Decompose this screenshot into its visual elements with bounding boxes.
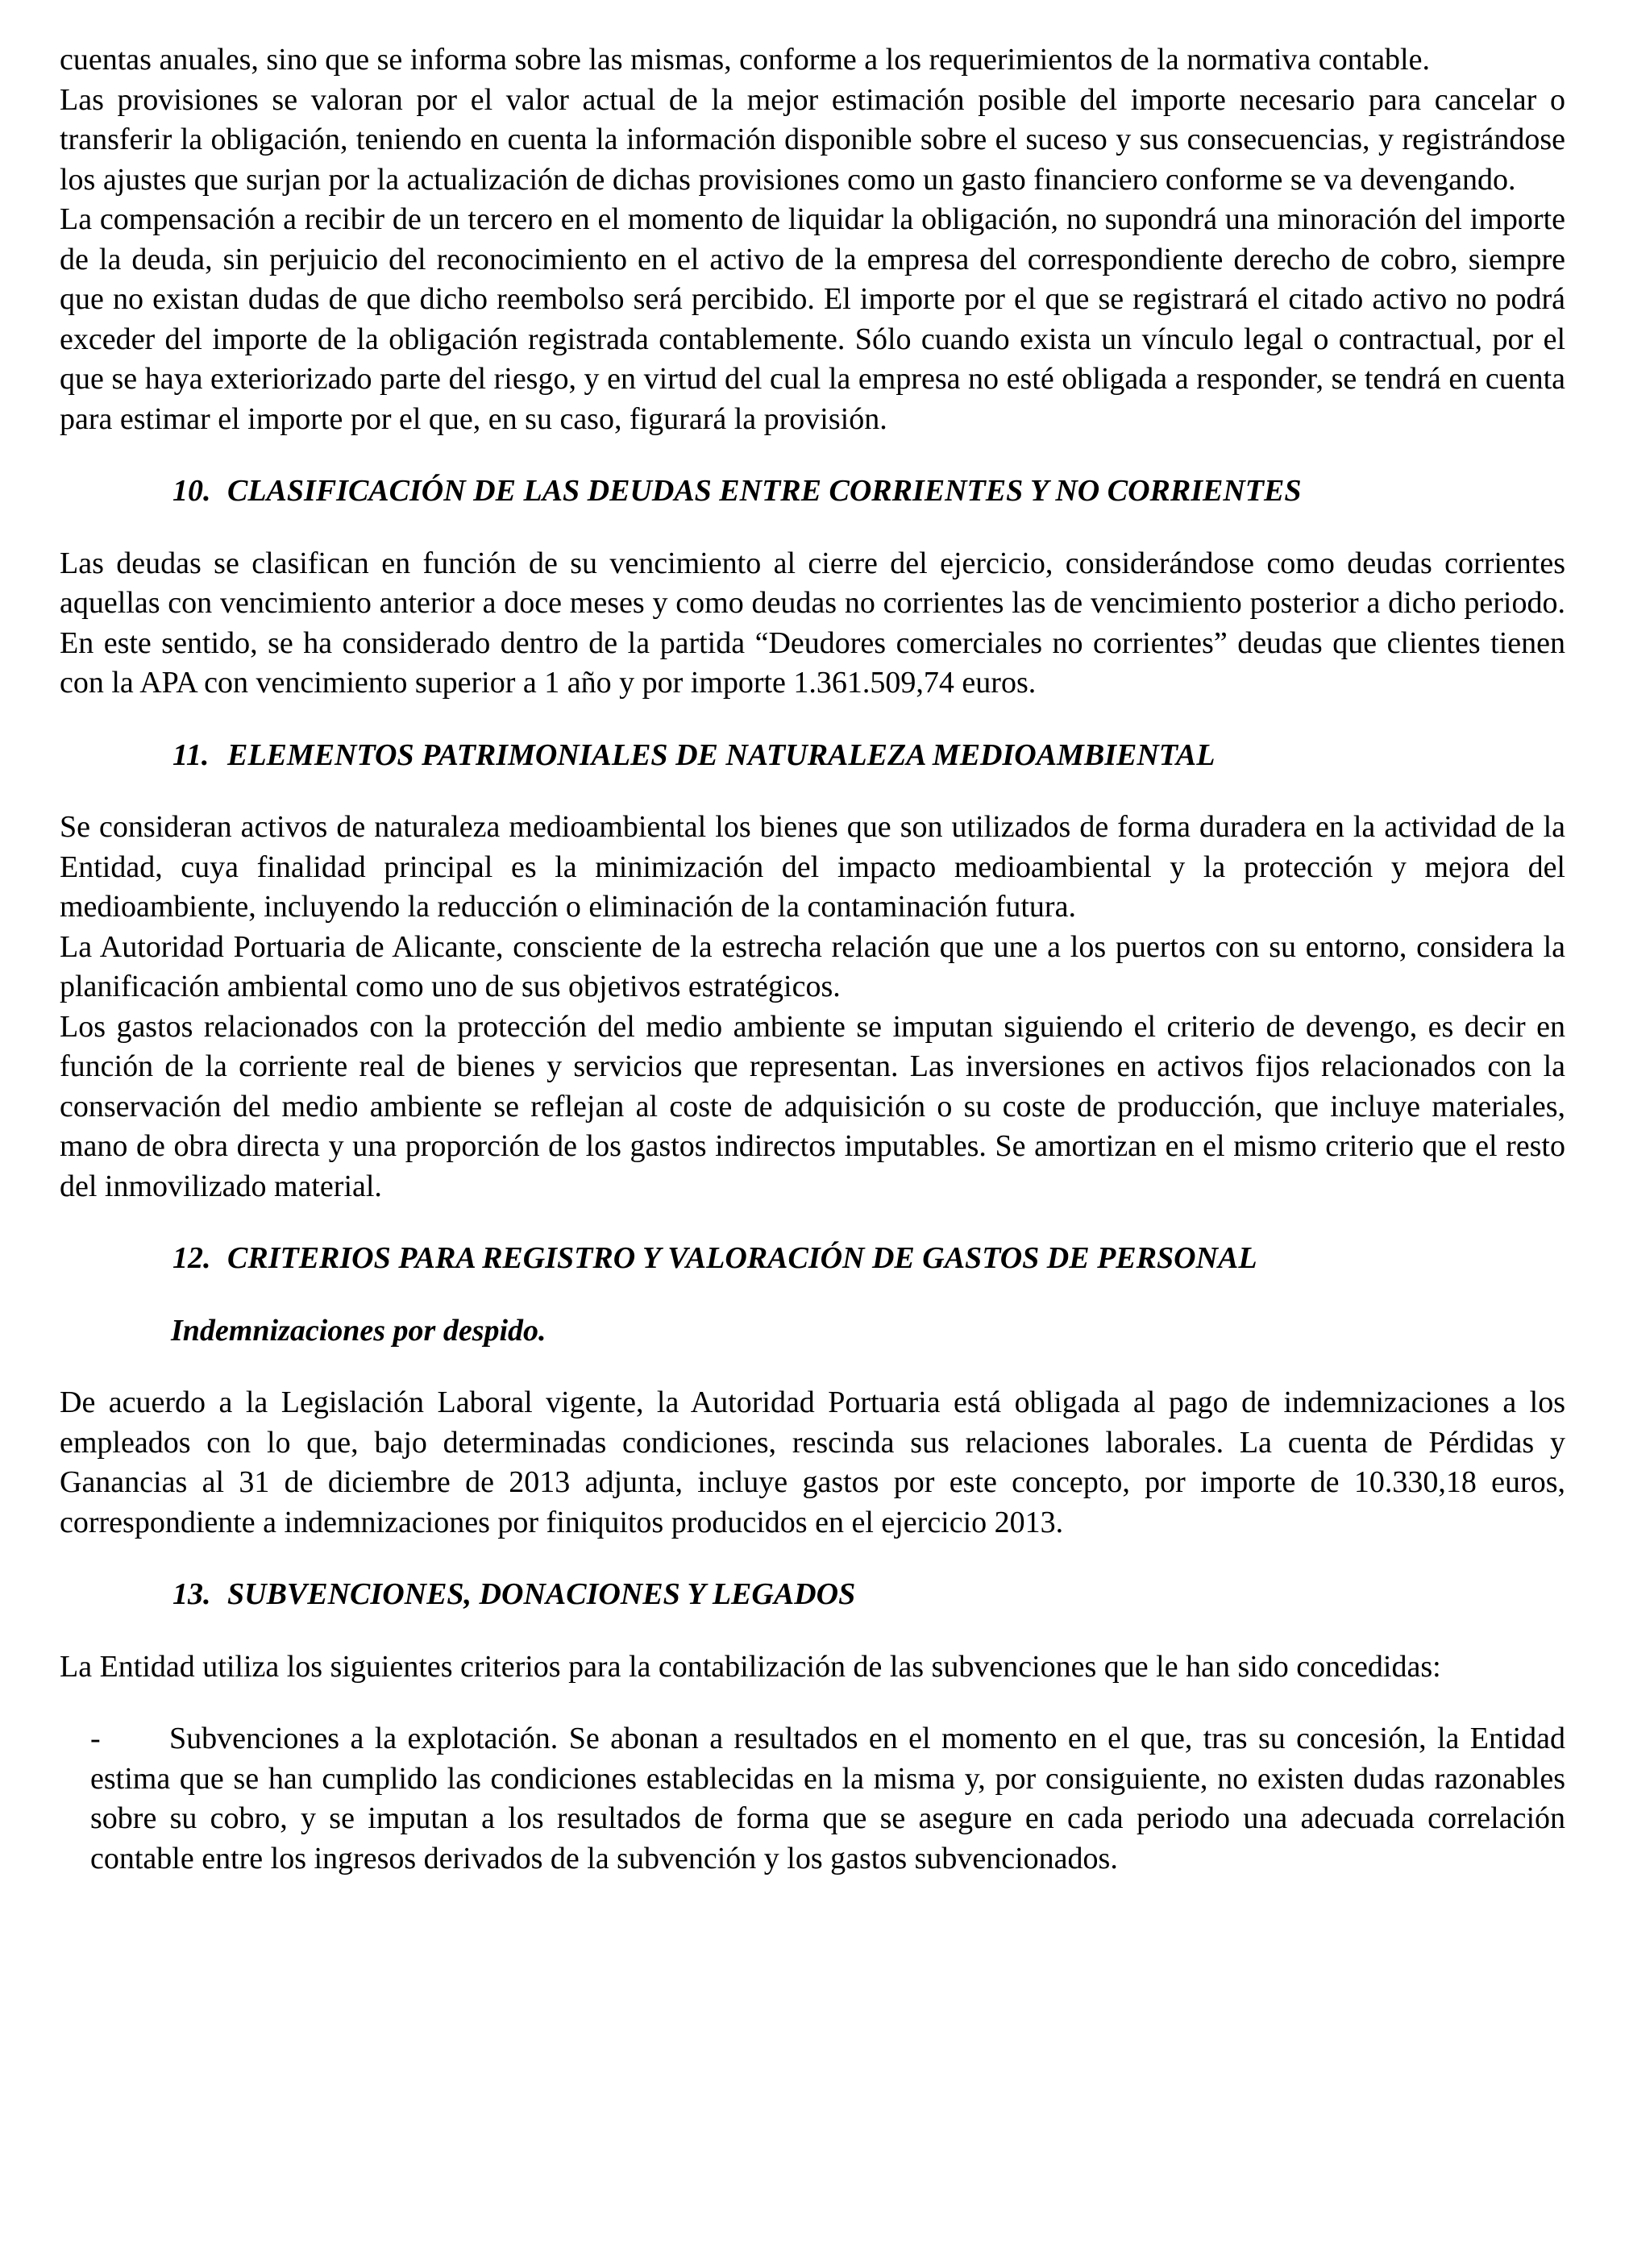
section-10-title: CLASIFICACIÓN DE LAS DEUDAS ENTRE CORRIENTES Y NO CORRIENTES	[227, 474, 1302, 508]
bullet-subvenciones-explotacion	[60, 1719, 1565, 1879]
paragraph-activos-medioambientales: Se consideran activos de naturaleza medioambiental los bienes que son utilizados de forma duradera en la actividad de la Entidad, cuya finalidad principal es la minimización del impacto medioambiental y la protección y mejora del medioambiente, incluyendo la reducción o eliminación de la contaminación futura.	[60, 810, 1565, 924]
paragraph-indemnizaciones: De acuerdo a la Legislación Laboral vigente, la Autoridad Portuaria está obligada al pago de indemnizaciones a los empleados con lo que, bajo determinadas condiciones, rescinda sus relaciones laborales. La cuenta de Pérdidas y Ganancias al 31 de diciembre de 2013 adjunta, incluye gastos por este concepto, por importe de 10.330,18 euros, correspondiente a indemnizaciones por finiquitos producidos en el ejercicio 2013.	[60, 1385, 1565, 1539]
section-12-title: CRITERIOS PARA REGISTRO Y VALORACIÓN DE GASTOS DE PERSONAL	[227, 1241, 1257, 1275]
bullet-dash: -	[90, 1722, 101, 1755]
section-12-heading	[60, 1239, 1565, 1279]
section-11-heading	[60, 736, 1565, 776]
section-13-number: 13.	[172, 1577, 211, 1611]
section-11-title: ELEMENTOS PATRIMONIALES DE NATURALEZA MEDIOAMBIENTAL	[227, 737, 1216, 772]
paragraph-compensacion-tercero: La compensación a recibir de un tercero en el momento de liquidar la obligación, no supondrá una minoración del importe de la deuda, sin perjuicio del reconocimiento en el activo de la empresa del correspondiente derecho de cobro, siempre que no existan dudas de que dicho reembolso será percibido. El importe por el que se registrará el citado activo no podrá exceder del importe de la obligación registrada contablemente. Sólo cuando exista un vínculo legal o contractual, por el que se haya exteriorizado parte del riesgo, y en virtud del cual la empresa no esté obligada a responder, se tendrá en cuenta para estimar el importe por el que, en su caso, figurará la provisión.	[60, 202, 1565, 436]
section-13-title: SUBVENCIONES, DONACIONES Y LEGADOS	[227, 1577, 856, 1611]
paragraph-normativa: cuentas anuales, sino que se informa sobre las mismas, conforme a los requerimientos de la normativa contable.	[60, 43, 1430, 77]
section-12-number: 12.	[172, 1241, 211, 1275]
document-page	[60, 40, 1565, 1879]
section-10-number: 10.	[172, 474, 211, 508]
section-10-heading	[60, 471, 1565, 512]
bullet-text: Subvenciones a la explotación. Se abonan a resultados en el momento en el que, tras su concesión, la Entidad estima que se han cumplido las condiciones establecidas en la misma y, por consiguiente, no existen dudas razonables sobre su cobro, y se imputan a los resultados de forma que se asegure en cada periodo una adecuada correlación contable entre los ingresos derivados de la subvención y los gastos subvencionados.	[90, 1722, 1565, 1875]
paragraph-provisiones-valoracion: Las provisiones se valoran por el valor actual de la mejor estimación posible del importe necesario para cancelar o transferir la obligación, teniendo en cuenta la información disponible sobre el suceso y sus consecuencias, y registrándose los ajustes que surjan por la actualización de dichas provisiones como un gasto financiero conforme se va devengando.	[60, 82, 1565, 197]
section-12-subtitle: Indemnizaciones por despido.	[171, 1313, 546, 1348]
section-11-number: 11.	[172, 737, 210, 772]
paragraph-deudas-clasificacion: Las deudas se clasifican en función de su vencimiento al cierre del ejercicio, considerándose como deudas corrientes aquellas con vencimiento anterior a doce meses y como deudas no corrientes las de vencimiento posterior a dicho periodo. En este sentido, se ha considerado dentro de la partida “Deudores comerciales no corrientes” deudas que clientes tienen con la APA con vencimiento superior a 1 año y por importe 1.361.509,74 euros.	[60, 546, 1565, 700]
paragraph-planificacion-ambiental: La Autoridad Portuaria de Alicante, consciente de la estrecha relación que une a los puertos con su entorno, considera la planificación ambiental como uno de sus objetivos estratégicos.	[60, 929, 1565, 1003]
paragraph-criterios-subvenciones: La Entidad utiliza los siguientes criterios para la contabilización de las subvenciones que le han sido concedidas:	[60, 1649, 1441, 1684]
section-13-heading	[60, 1575, 1565, 1615]
paragraph-gastos-medio-ambiente: Los gastos relacionados con la protección del medio ambiente se imputan siguiendo el criterio de devengo, es decir en función de la corriente real de bienes y servicios que representan. Las inversiones en activos fijos relacionados con la conservación del medio ambiente se reflejan al coste de adquisición o su coste de producción, que incluye materiales, mano de obra directa y una proporción de los gastos indirectos imputables. Se amortizan en el mismo criterio que el resto del inmovilizado material.	[60, 1009, 1565, 1203]
